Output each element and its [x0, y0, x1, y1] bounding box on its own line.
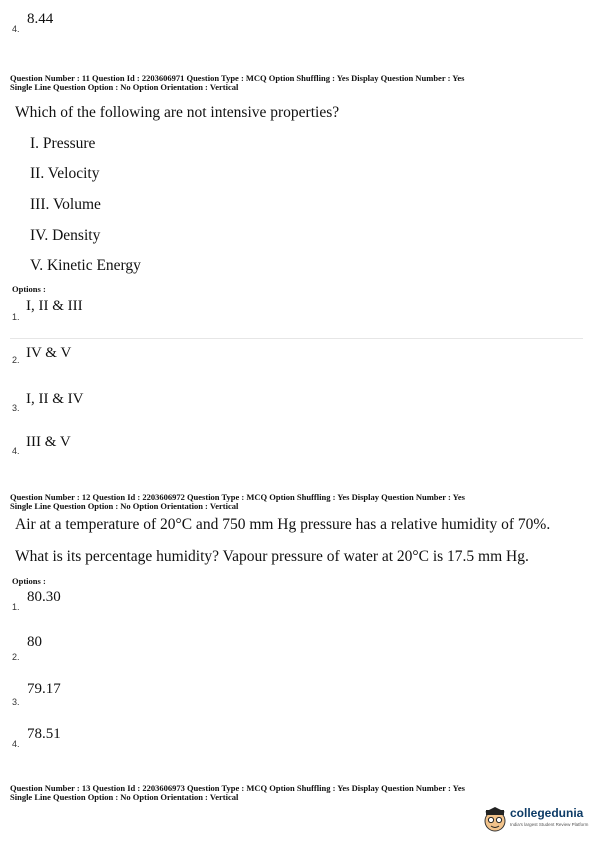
statement-item: III. Volume: [30, 196, 101, 213]
option-text[interactable]: IV & V: [26, 345, 72, 361]
question-meta: [10, 493, 465, 511]
option-number: 4.: [12, 446, 20, 456]
option-number: 4.: [12, 739, 20, 749]
option-text[interactable]: 79.17: [27, 681, 61, 697]
option-divider: [10, 338, 583, 339]
option-text[interactable]: 80: [27, 634, 42, 650]
option-text: 8.44: [27, 11, 54, 27]
option-number: 1.: [12, 312, 20, 322]
option-number: 3.: [12, 403, 20, 413]
option-number: 3.: [12, 697, 20, 707]
question-meta-line2: Single Line Question Option : No Option Orientation : Vertical: [10, 501, 239, 511]
collegedunia-logo: [480, 804, 592, 834]
option-number: 2.: [12, 355, 20, 365]
statement-item: I. Pressure: [30, 135, 96, 152]
question-meta-line2: Single Line Question Option : No Option Orientation : Vertical: [10, 792, 239, 802]
question-meta-line2: Single Line Question Option : No Option Orientation : Vertical: [10, 82, 239, 92]
option-text[interactable]: I, II & IV: [26, 391, 84, 407]
logo-tagline: India's largest Student Review Platform: [510, 822, 589, 827]
option-text[interactable]: 78.51: [27, 726, 61, 742]
options-label: Options :: [12, 284, 46, 294]
question-meta-line1: Question Number : 13 Question Id : 2203606973 Question Type : MCQ Option Shuffling : Yes Display Question Number : Yes: [10, 783, 465, 793]
question-text-line2: What is its percentage humidity? Vapour pressure of water at 20°C is 17.5 mm Hg.: [15, 548, 529, 565]
statement-item: IV. Density: [30, 227, 101, 244]
question-meta: [10, 74, 464, 92]
question-meta: [10, 784, 465, 802]
option-text[interactable]: 80.30: [27, 589, 61, 605]
statement-item: V. Kinetic Energy: [30, 257, 141, 274]
mascot-icon: [482, 806, 508, 832]
question-meta-line1: Question Number : 11 Question Id : 2203606971 Question Type : MCQ Option Shuffling : Yes Display Question Number : Yes: [10, 73, 465, 83]
options-label: Options :: [12, 576, 46, 586]
option-text[interactable]: III & V: [26, 434, 71, 450]
option-number: 1.: [12, 602, 20, 612]
question-text: Which of the following are not intensive properties?: [15, 104, 340, 121]
option-number: 4.: [12, 24, 20, 34]
statement-item: II. Velocity: [30, 165, 100, 182]
option-number: 2.: [12, 652, 20, 662]
question-text-line1: Air at a temperature of 20°C and 750 mm Hg pressure has a relative humidity of 70%.: [15, 516, 551, 533]
question-meta-line1: Question Number : 12 Question Id : 2203606972 Question Type : MCQ Option Shuffling : Yes Display Question Number : Yes: [10, 492, 465, 502]
option-text[interactable]: I, II & III: [26, 298, 83, 314]
logo-name: collegedunia: [510, 806, 584, 820]
